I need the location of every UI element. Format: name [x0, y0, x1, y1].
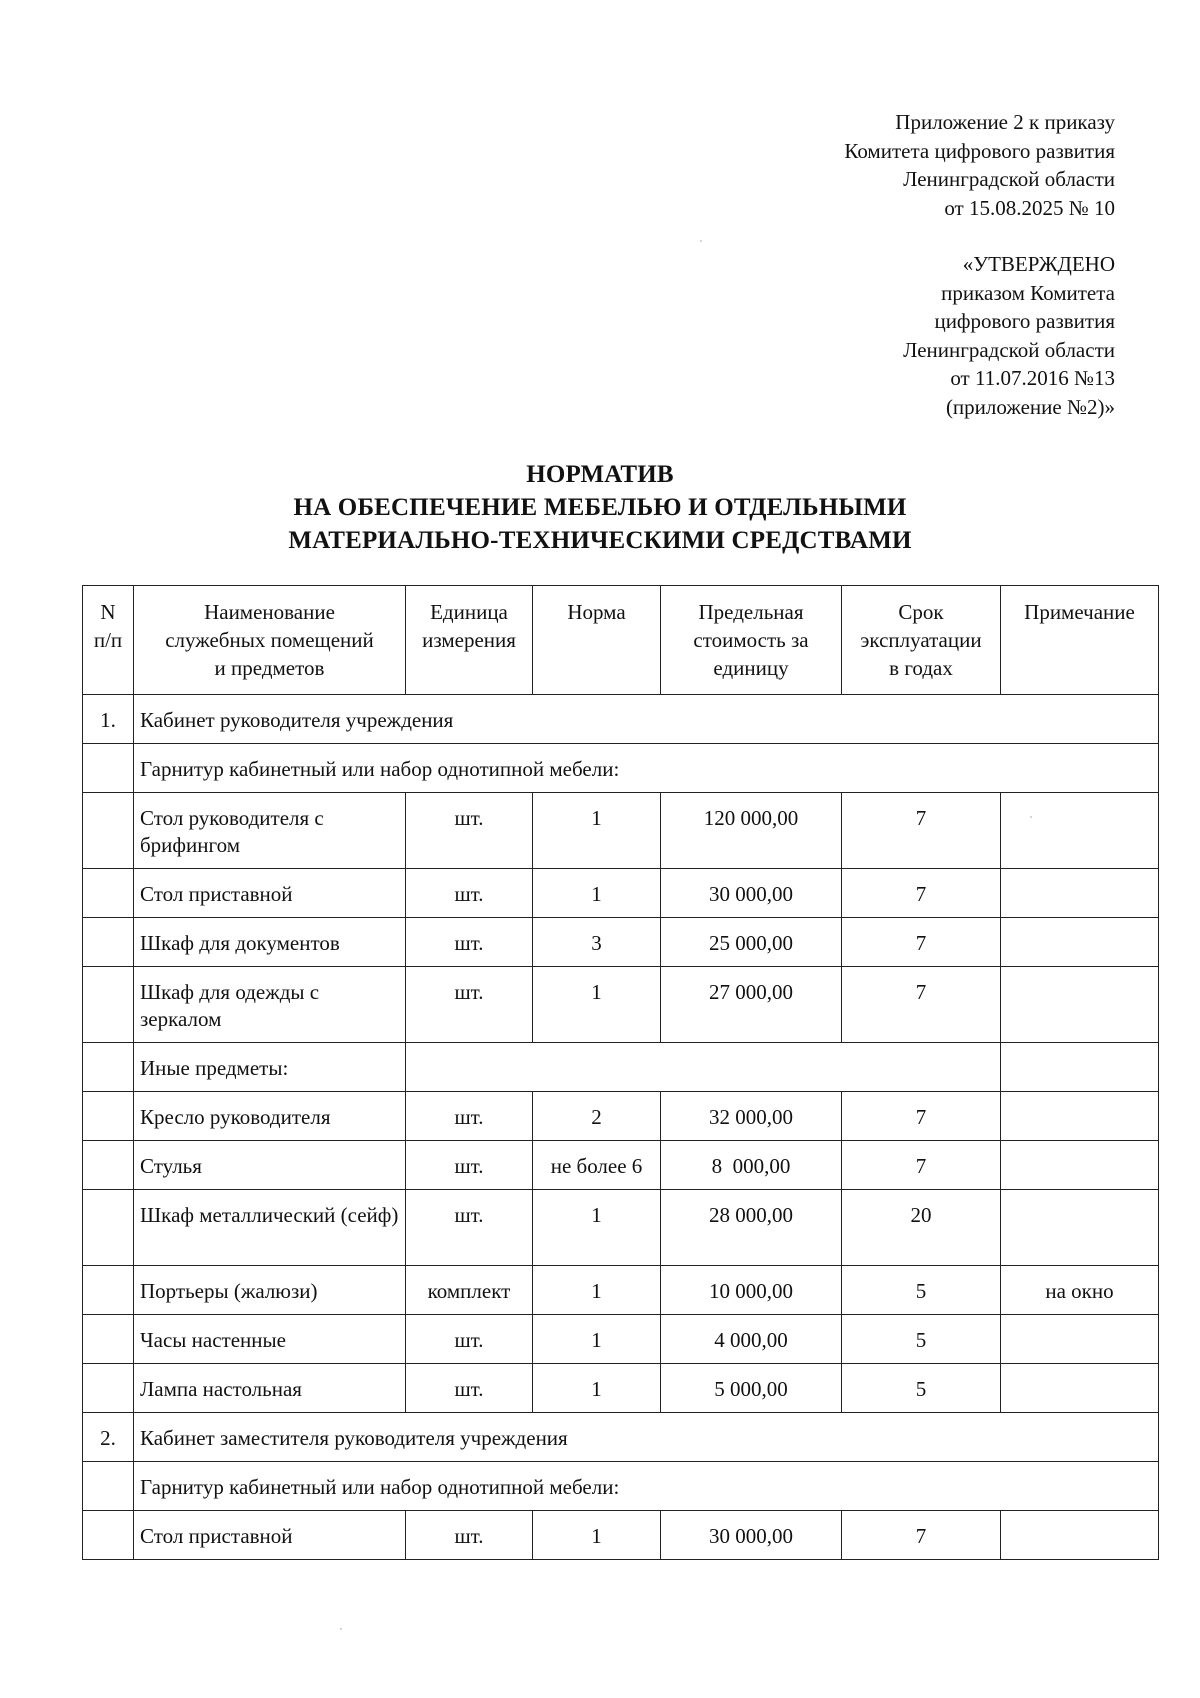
item-name: Стол руководителя с брифингом — [134, 793, 406, 869]
item-unit: шт. — [406, 967, 533, 1043]
appendix-line: Приложение 2 к приказу — [895, 110, 1115, 134]
approved-line: приказом Комитета — [941, 280, 1115, 305]
item-name: Шкаф металлический (сейф) — [134, 1190, 406, 1266]
item-note — [1001, 793, 1159, 869]
title-line: НОРМАТИВ — [526, 461, 674, 488]
table-row — [83, 1141, 1159, 1190]
item-note — [1001, 1511, 1159, 1560]
title-line: МАТЕРИАЛЬНО-ТЕХНИЧЕСКИМИ СРЕДСТВАМИ — [288, 527, 912, 554]
section-row — [83, 695, 1159, 744]
section-number: 1. — [83, 695, 134, 744]
empty-cell — [83, 1364, 134, 1413]
item-price: 30 000,00 — [661, 869, 842, 918]
header-price: Предельная стоимость за единицу — [661, 586, 842, 695]
item-term: 7 — [842, 967, 1001, 1043]
item-unit: шт. — [406, 793, 533, 869]
item-note — [1001, 869, 1159, 918]
empty-cell — [83, 1141, 134, 1190]
appendix-line: от 15.08.2025 № 10 — [944, 195, 1115, 220]
item-price: 10 000,00 — [661, 1266, 842, 1315]
item-name: Шкаф для одежды с зеркалом — [134, 967, 406, 1043]
group-label: Гарнитур кабинетный или набор однотипной мебели: — [134, 1462, 1159, 1511]
item-term: 5 — [842, 1266, 1001, 1315]
empty-cell — [83, 869, 134, 918]
item-unit: шт. — [406, 1511, 533, 1560]
empty-cell — [1001, 1043, 1159, 1092]
item-note — [1001, 1315, 1159, 1364]
item-price: 25 000,00 — [661, 918, 842, 967]
item-price: 27 000,00 — [661, 967, 842, 1043]
empty-cell — [83, 1266, 134, 1315]
item-unit: шт. — [406, 918, 533, 967]
table-row — [83, 1092, 1159, 1141]
table-row — [83, 793, 1159, 869]
item-price: 30 000,00 — [661, 1511, 842, 1560]
approved-line: (приложение №2)» — [945, 394, 1115, 419]
item-note — [1001, 918, 1159, 967]
empty-cell — [83, 744, 134, 793]
empty-cell — [83, 793, 134, 869]
item-note — [1001, 1092, 1159, 1141]
header-term: Срок эксплуатации в годах — [842, 586, 1001, 695]
item-term: 7 — [842, 1141, 1001, 1190]
approved-line: цифрового развития — [934, 309, 1115, 333]
empty-cell — [83, 918, 134, 967]
item-name: Шкаф для документов — [134, 918, 406, 967]
item-unit: шт. — [406, 1141, 533, 1190]
table-row — [83, 869, 1159, 918]
item-price: 8 000,00 — [661, 1141, 842, 1190]
item-norm: 2 — [533, 1092, 661, 1141]
item-term: 5 — [842, 1364, 1001, 1413]
section-title: Кабинет заместителя руководителя учреждения — [134, 1413, 1159, 1462]
item-price: 120 000,00 — [661, 793, 842, 869]
item-note — [1001, 967, 1159, 1043]
item-term: 7 — [842, 869, 1001, 918]
approved-line: Ленинградской области — [903, 337, 1115, 362]
item-unit: шт. — [406, 1190, 533, 1266]
table-row — [83, 1364, 1159, 1413]
item-name: Стол приставной — [134, 869, 406, 918]
item-price: 28 000,00 — [661, 1190, 842, 1266]
item-price: 32 000,00 — [661, 1092, 842, 1141]
item-unit: комплект — [406, 1266, 533, 1315]
item-norm: 1 — [533, 1315, 661, 1364]
scan-speck — [1030, 816, 1032, 818]
header-num: N п/п — [83, 586, 134, 695]
empty-cell — [83, 1315, 134, 1364]
item-note: на окно — [1001, 1266, 1159, 1315]
header-norm: Норма — [533, 586, 661, 695]
item-term: 5 — [842, 1315, 1001, 1364]
table-header-row — [83, 586, 1159, 695]
table-row — [83, 1266, 1159, 1315]
header-unit: Единица измерения — [406, 586, 533, 695]
table-row — [83, 918, 1159, 967]
item-name: Портьеры (жалюзи) — [134, 1266, 406, 1315]
empty-cell — [83, 1511, 134, 1560]
group-label: Иные предметы: — [134, 1043, 406, 1092]
item-term: 7 — [842, 918, 1001, 967]
empty-cell — [83, 1043, 134, 1092]
item-term: 7 — [842, 1092, 1001, 1141]
table-row — [83, 1315, 1159, 1364]
empty-cell — [83, 967, 134, 1043]
approved-line: «УТВЕРЖДЕНО — [962, 252, 1115, 276]
item-unit: шт. — [406, 1364, 533, 1413]
appendix-reference — [844, 108, 1115, 421]
item-price: 4 000,00 — [661, 1315, 842, 1364]
table-row — [83, 967, 1159, 1043]
title-line: НА ОБЕСПЕЧЕНИЕ МЕБЕЛЬЮ И ОТДЕЛЬНЫМИ — [293, 494, 907, 521]
empty-cell — [83, 1092, 134, 1141]
scan-speck — [340, 1628, 342, 1630]
item-note — [1001, 1141, 1159, 1190]
group-row — [83, 1462, 1159, 1511]
item-name: Часы настенные — [134, 1315, 406, 1364]
item-term: 7 — [842, 1511, 1001, 1560]
appendix-line: Ленинградской области — [903, 167, 1115, 191]
item-norm: 1 — [533, 1266, 661, 1315]
item-unit: шт. — [406, 869, 533, 918]
item-name: Стол приставной — [134, 1511, 406, 1560]
item-norm: 1 — [533, 793, 661, 869]
item-norm: 1 — [533, 1511, 661, 1560]
approved-line: от 11.07.2016 №13 — [950, 366, 1115, 390]
item-name: Кресло руководителя — [134, 1092, 406, 1141]
empty-cell — [406, 1043, 1001, 1092]
item-norm: 1 — [533, 1190, 661, 1266]
item-note — [1001, 1364, 1159, 1413]
item-norm: 1 — [533, 967, 661, 1043]
group-row — [83, 744, 1159, 793]
item-norm: не более 6 — [533, 1141, 661, 1190]
group-label: Гарнитур кабинетный или набор однотипной мебели: — [134, 744, 1159, 793]
norms-table — [82, 585, 1159, 1560]
item-norm: 1 — [533, 1364, 661, 1413]
header-note: Примечание — [1001, 586, 1159, 695]
item-norm: 3 — [533, 918, 661, 967]
item-term: 7 — [842, 793, 1001, 869]
section-row — [83, 1413, 1159, 1462]
item-name: Лампа настольная — [134, 1364, 406, 1413]
table-row — [83, 1511, 1159, 1560]
empty-cell — [83, 1190, 134, 1266]
empty-cell — [83, 1462, 134, 1511]
item-norm: 1 — [533, 869, 661, 918]
spacer — [844, 222, 1115, 250]
header-name: Наименование служебных помещений и предметов — [134, 586, 406, 695]
item-unit: шт. — [406, 1092, 533, 1141]
group-row — [83, 1043, 1159, 1092]
document-title — [0, 458, 1200, 557]
table-row — [83, 1190, 1159, 1266]
section-number: 2. — [83, 1413, 134, 1462]
item-term: 20 — [842, 1190, 1001, 1266]
item-price: 5 000,00 — [661, 1364, 842, 1413]
section-title: Кабинет руководителя учреждения — [134, 695, 1159, 744]
item-note — [1001, 1190, 1159, 1266]
scan-speck — [700, 240, 702, 242]
appendix-line: Комитета цифрового развития — [844, 138, 1115, 163]
item-name: Стулья — [134, 1141, 406, 1190]
item-unit: шт. — [406, 1315, 533, 1364]
